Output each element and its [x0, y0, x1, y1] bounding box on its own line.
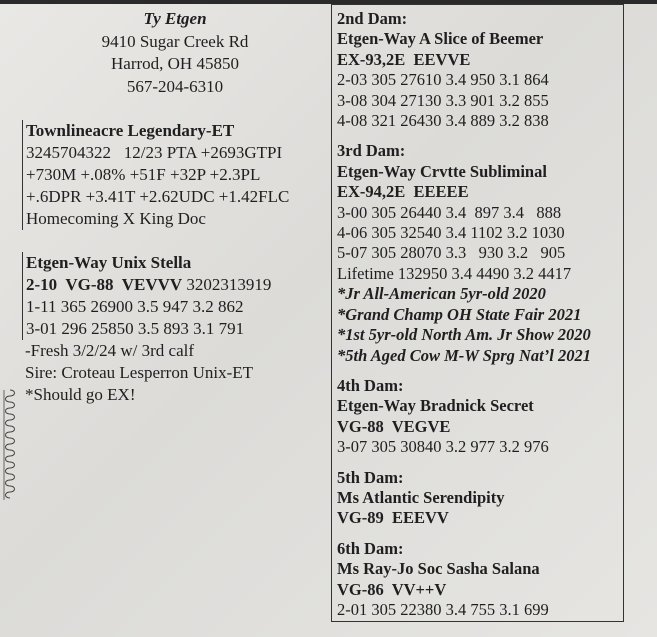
- breeder-name: Ty Etgen: [143, 9, 207, 28]
- dam-note: Sire: Croteau Lesperron Unix-ET: [25, 363, 254, 382]
- ancestor-classification: EX-94,2E EEEEE: [337, 182, 469, 202]
- breeder-phone: 567-204-6310: [126, 76, 224, 96]
- production-record: 4-06 305 32540 3.4 1102 3.2 1030: [337, 223, 565, 243]
- production-record: 2-03 305 27610 3.4 950 3.1 864: [337, 70, 549, 90]
- achievement: *Grand Champ OH State Fair 2021: [337, 304, 582, 324]
- dam-name: Etgen-Way Unix Stella: [26, 253, 192, 272]
- production-record: 3-08 304 27130 3.3 901 3.2 855: [337, 90, 549, 110]
- dam-registration: 3202313919: [186, 275, 272, 294]
- pedigree-section-5th-dam: [337, 468, 623, 529]
- achievement: *1st 5yr-old North Am. Jr Show 2020: [337, 325, 591, 345]
- ancestor-name: Etgen-Way Crvtte Subliminal: [337, 161, 547, 181]
- sire-block: [22, 120, 331, 230]
- production-record: 3-00 305 26440 3.4 897 3.4 888: [337, 202, 562, 222]
- production-record: 2-01 305 22380 3.4 755 3.1 699: [337, 599, 549, 619]
- sire-line: 3245704322 12/23 PTA +2693GTPI: [26, 143, 283, 162]
- ancestor-classification: VG-88 VEGVE: [337, 416, 451, 436]
- sire-line: Homecoming X King Doc: [26, 209, 206, 228]
- ancestor-name: Etgen-Way Bradnick Secret: [337, 396, 534, 416]
- dam-note: *Should go EX!: [25, 385, 136, 404]
- sire-name: Townlineacre Legendary-ET: [26, 121, 235, 140]
- ancestor-name: Ms Ray-Jo Soc Sasha Salana: [337, 559, 540, 579]
- production-record: 5-07 305 28070 3.3 930 3.2 905: [337, 243, 566, 263]
- pedigree-section-4th-dam: [337, 376, 623, 458]
- section-label: 2nd Dam:: [337, 9, 408, 28]
- ancestor-name: Etgen-Way A Slice of Beemer: [337, 29, 544, 49]
- section-label: 6th Dam:: [337, 538, 404, 558]
- lifetime-record: Lifetime 132950 3.4 4490 3.2 4417: [337, 263, 572, 283]
- dam-classification: 2-10 VG-88 VEVVV: [26, 275, 183, 294]
- dam-record: 3-01 296 25850 3.5 893 3.1 791: [26, 319, 245, 338]
- chain-border-icon: [0, 388, 20, 504]
- achievement: *Jr All-American 5yr-old 2020: [337, 284, 546, 304]
- section-label: 5th Dam:: [337, 467, 404, 487]
- ancestor-classification: EX-93,2E EEVVE: [337, 49, 471, 69]
- pedigree-section-3rd-dam: [337, 141, 623, 365]
- production-record: 3-07 305 30840 3.2 977 3.2 976: [337, 437, 549, 457]
- ancestor-classification: VG-89 EEEVV: [337, 508, 449, 528]
- ancestor-classification: VG-86 VV++V: [337, 579, 447, 599]
- pedigree-section-2nd-dam: [337, 9, 623, 131]
- pedigree-section-6th-dam: [337, 539, 623, 621]
- production-record: 4-08 321 26430 3.4 889 3.2 838: [337, 111, 549, 131]
- section-label: 3rd Dam:: [337, 141, 406, 161]
- pedigree-box: [331, 4, 624, 622]
- dam-notes: [25, 340, 325, 406]
- dam-classification-line: [26, 274, 331, 296]
- sire-line: +.6DPR +3.41T +2.62UDC +1.42FLC: [26, 187, 290, 206]
- ancestor-name: Ms Atlantic Serendipity: [337, 487, 505, 507]
- achievement: *5th Aged Cow M-W Sprg Nat’l 2021: [337, 345, 591, 365]
- dam-block: [22, 252, 331, 340]
- breeder-city: Harrod, OH 45850: [111, 54, 239, 73]
- dam-note: -Fresh 3/2/24 w/ 3rd calf: [25, 341, 195, 360]
- sire-line: +730M +.08% +51F +32P +2.3PL: [26, 165, 261, 184]
- section-label: 4th Dam:: [337, 375, 404, 395]
- breeder-street: 9410 Sugar Creek Rd: [101, 31, 249, 51]
- contact-block: [60, 8, 290, 98]
- dam-record: 1-11 365 26900 3.5 947 3.2 862: [26, 297, 244, 316]
